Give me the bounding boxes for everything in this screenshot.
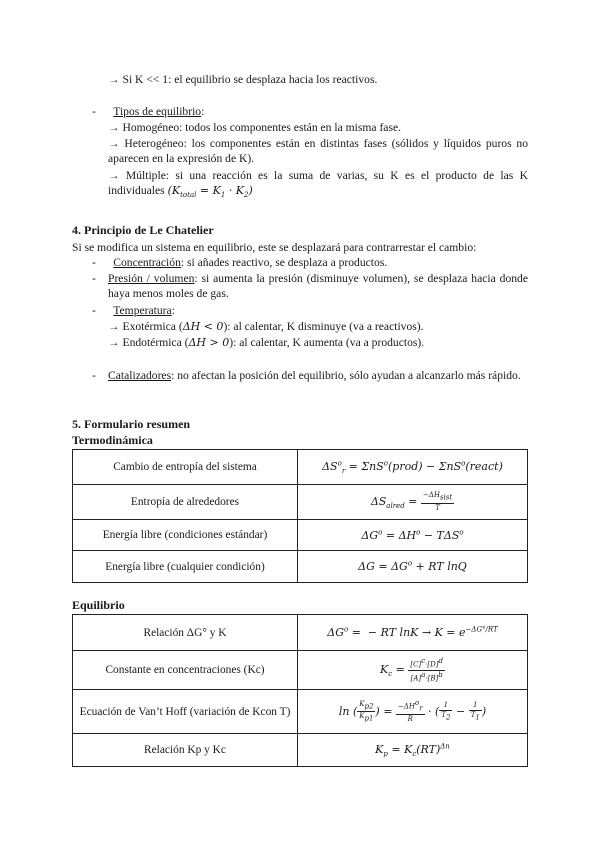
tipos-item: - Tipos de equilibrio: — [92, 105, 205, 118]
section5-title: 5. Formulario resumen — [72, 417, 191, 431]
endotermica-suffix: ): al calentar, K aumenta (va a productos). — [229, 336, 425, 349]
endotermica-prefix: → Endotérmica ( — [108, 336, 189, 349]
termo-formula-energia-estandar: $\Delta G^o = \Delta H^o - T\Delta S^o$ — [298, 520, 528, 551]
tipos-title: Tipos de equilibrio — [113, 105, 202, 118]
termo-formula-energia-cualquier: $\Delta G = \Delta G^o$ + RT lnQ — [298, 551, 528, 583]
section4-intro: Si se modifica un sistema en equilibrio, este se desplazará para contrarrestar el cambio: — [72, 241, 477, 254]
equilibrio-table — [72, 614, 528, 767]
termo-formula-alrededores: $\Delta S_{alred}$ = $\frac{-\Delta H_{sist}}{T}$ — [298, 485, 528, 520]
multiple-formula: $(K_{total} = K_1 \cdot K_2)$ — [167, 184, 253, 200]
exotermica-prefix: → Exotérmica ( — [108, 320, 183, 333]
equil-label-vant-hoff: Ecuación de Van’t Hoff (variación de Kcon T) — [73, 690, 298, 734]
concentracion-label: Concentración — [113, 256, 181, 269]
multiple-line — [108, 168, 528, 203]
multiple-text: → Múltiple: si una reacción es la suma de varias, su K es el producto de las K individuales — [108, 169, 528, 197]
exotermica-line: → Exotérmica (ΔH < 0): al calentar, K disminuye (va a reactivos). — [108, 320, 424, 333]
table-row — [73, 450, 528, 485]
equil-label-constante: Constante en concentraciones (Kc) — [73, 651, 298, 690]
table-row — [73, 734, 528, 767]
k-small-line: → Si K << 1: el equilibrio se desplaza hacia los reactivos. — [108, 73, 378, 86]
termo-label-energia-cualquier: Energía libre (cualquier condición) — [73, 551, 298, 583]
equil-formula-constante: $K_c$ = $\frac{[C]^c\cdot[D]^d}{[A]^a\cdot[B]^b}$ — [298, 651, 528, 690]
exotermica-suffix: ): al calentar, K disminuye (va a reactivos). — [223, 320, 424, 333]
table-row — [73, 520, 528, 551]
presion-bullet: - — [92, 272, 96, 285]
termo-label-entropia: Cambio de entropía del sistema — [73, 450, 298, 485]
termo-label-alrededores: Entropía de alrededores — [73, 485, 298, 520]
equilibrio-title: Equilibrio — [72, 598, 125, 612]
catalizadores-label: Catalizadores — [108, 369, 172, 382]
equil-label-kp-kc: Relación Kp y Kc — [73, 734, 298, 767]
temperatura-label: Temperatura — [113, 304, 172, 317]
termo-formula-entropia: $\Delta S^o_r$ = ΣnS$^o$(prod) − ΣnS$^o$(react) — [298, 450, 528, 485]
equil-formula-kp-kc: $K_p = K_c(RT)^{\Delta n}$ — [298, 734, 528, 767]
heterogeneo-line: → Heterogéneo: los componentes están en distintas fases (sólidos y líquidos puros no aparecen en la expresión de K). — [108, 137, 528, 165]
section4-title: 4. Principio de Le Chatelier — [72, 223, 214, 237]
termodinamica-table — [72, 449, 528, 583]
catalizadores-bullet: - — [92, 369, 96, 382]
presion-item — [108, 271, 528, 301]
presion-label: Presión / volumen — [108, 272, 195, 285]
presion-text: : si aumenta la presión (disminuye volumen), se desplaza hacia donde haya menos moles de gas. — [108, 272, 529, 300]
equil-label-relacion-dg: Relación ΔG° y K — [73, 615, 298, 651]
concentracion-text: : si añades reactivo, se desplaza a productos. — [180, 256, 388, 269]
table-row — [73, 485, 528, 520]
table-row — [73, 551, 528, 583]
catalizadores-text: : no afectan la posición del equilibrio, sólo ayudan a alcanzarlo más rápido. — [171, 369, 521, 382]
equil-formula-relacion-dg: $\Delta G^o$ = − RT $\ln K \to K = e^{-\Delta G^\circ/RT}$ — [298, 615, 528, 651]
termo-label-energia-estandar: Energía libre (condiciones estándar) — [73, 520, 298, 551]
concentracion-item: - Concentración: si añades reactivo, se desplaza a productos. — [92, 256, 388, 269]
endotermica-line: → Endotérmica (ΔH > 0): al calentar, K aumenta (va a productos). — [108, 336, 425, 349]
equil-formula-vant-hoff: ln ( $\frac{K_{p2}}{K_{p1}}$ ) = $\frac{-\Delta H^o_r}{R}$ · ( $\frac{1}{T_2}$ − $\frac{1}{T_1}$ ) — [298, 690, 528, 734]
termodinamica-title: Termodinámica — [72, 433, 153, 447]
table-row — [73, 651, 528, 690]
temperatura-item: - Temperatura: — [92, 304, 175, 317]
homogeneo-line: → Homogéneo: todos los componentes están en la misma fase. — [108, 121, 402, 134]
table-row — [73, 690, 528, 734]
table-row — [73, 615, 528, 651]
catalizadores-item — [108, 368, 528, 383]
